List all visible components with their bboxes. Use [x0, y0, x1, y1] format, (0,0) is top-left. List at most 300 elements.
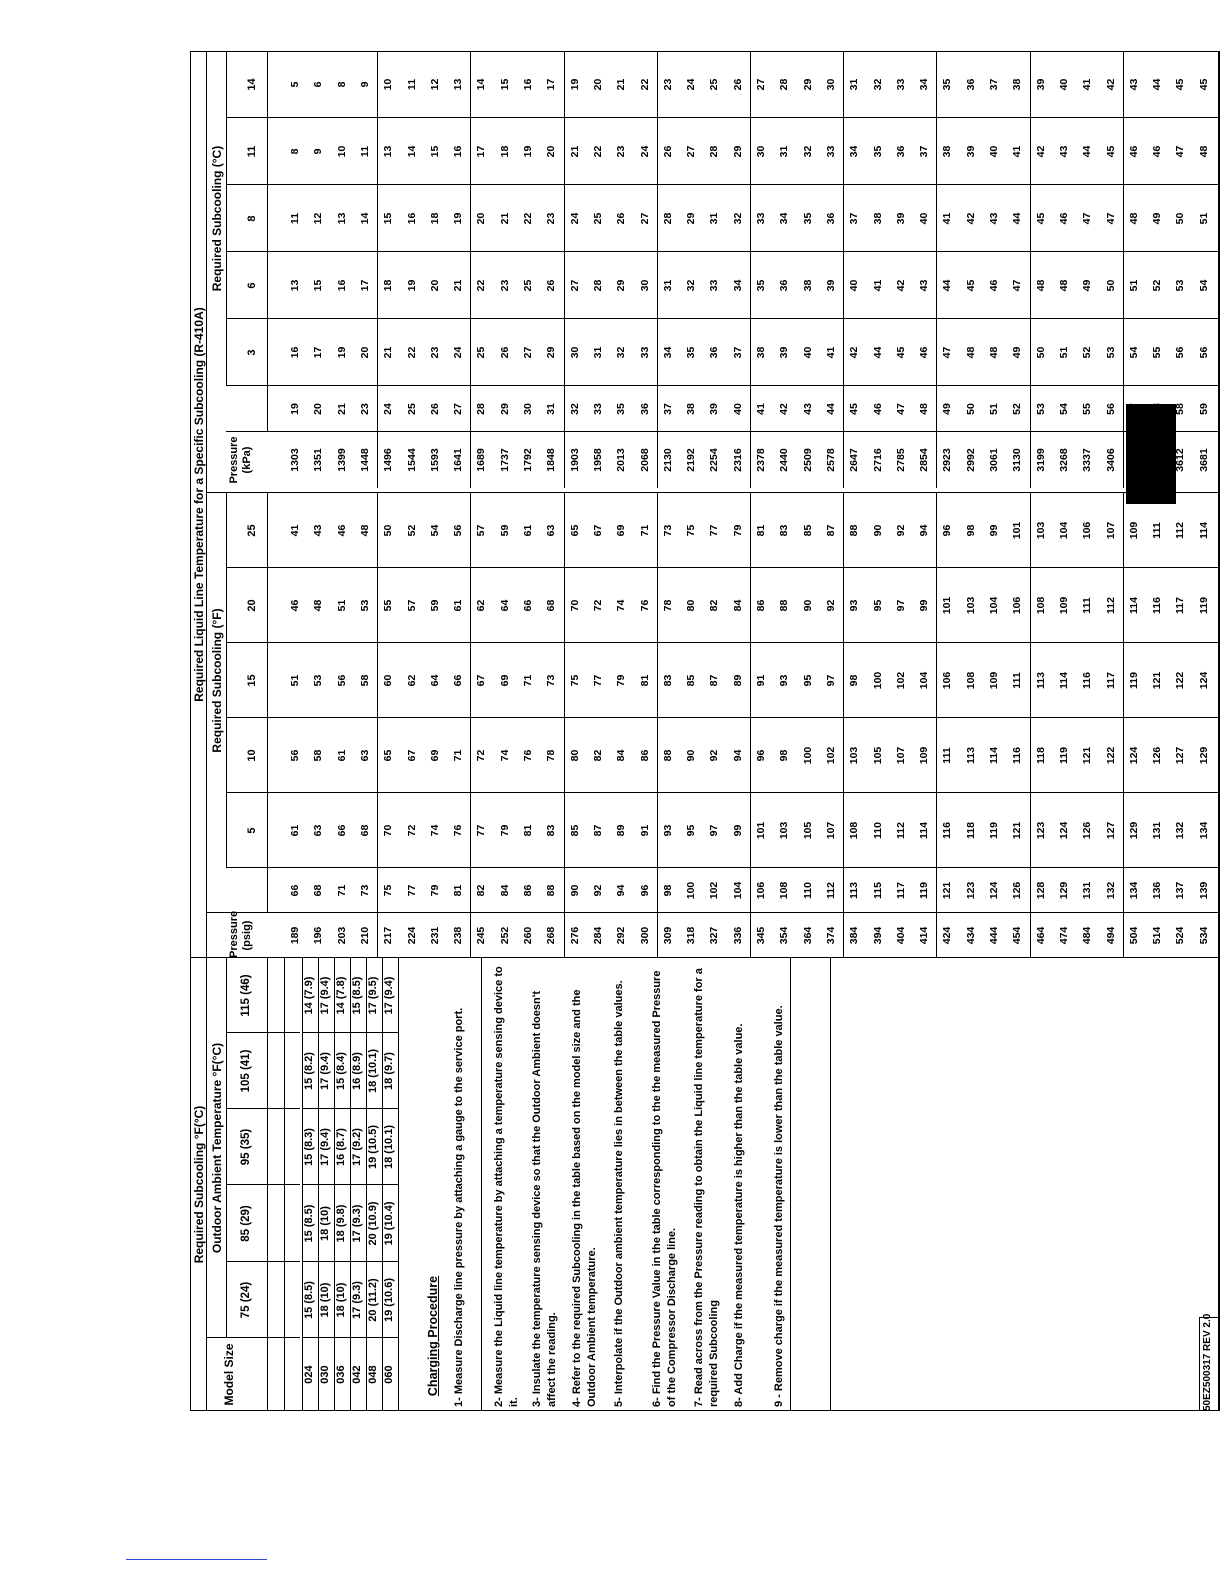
liquid-temp-f-cell: 91 — [638, 824, 651, 837]
liquid-temp-f-cell: 82 — [708, 599, 721, 612]
pressure-cell: 534 — [1197, 926, 1210, 945]
liquid-temp-f-cell: 86 — [522, 884, 534, 897]
liquid-temp-f-cell: 139 — [1197, 881, 1210, 900]
subcooling-cell: 15 (8.3) — [303, 1128, 315, 1166]
liquid-temp-c-cell: 10 — [382, 78, 395, 91]
pressure-cell: 514 — [1151, 926, 1164, 945]
liquid-temp-c-cell: 35 — [685, 346, 698, 359]
liquid-temp-f-cell: 75 — [568, 674, 581, 687]
liquid-temp-c-cell: 44 — [824, 403, 837, 415]
liquid-temp-f-cell: 110 — [801, 882, 814, 899]
liquid-temp-c-cell: 27 — [638, 212, 651, 225]
pressure-cell: 2509 — [801, 448, 814, 472]
liquid-temp-f-cell: 74 — [428, 824, 441, 837]
liquid-temp-f-cell: 82 — [591, 749, 604, 762]
liquid-temp-f-cell: 108 — [778, 881, 791, 900]
pressure-cell: 210 — [358, 926, 371, 945]
liquid-temp-c-cell: 23 — [545, 212, 558, 225]
liquid-temp-f-cell: 67 — [591, 524, 604, 537]
liquid-temp-c-cell: 49 — [941, 403, 954, 415]
liquid-temp-c-cell: 19 — [335, 346, 348, 359]
liquid-temp-c-cell: 29 — [615, 279, 628, 292]
liquid-temp-c-cell: 30 — [638, 279, 651, 292]
liquid-temp-f-cell: 76 — [522, 749, 534, 762]
liquid-temp-c-cell: 19 — [405, 279, 418, 292]
liquid-temp-c-cell: 16 — [405, 212, 418, 225]
liquid-temp-f-cell: 103 — [1034, 521, 1047, 540]
pressure-cell: 3475 — [1127, 448, 1140, 472]
liquid-temp-c-cell: 37 — [988, 78, 1000, 91]
subcooling-cell: 20 (10.9) — [367, 1201, 379, 1246]
liquid-temp-f-cell: 86 — [638, 749, 651, 762]
liquid-temp-c-cell: 21 — [615, 78, 628, 91]
liquid-temp-f-cell: 123 — [1034, 821, 1047, 840]
pressure-cell: 3199 — [1034, 448, 1047, 472]
liquid-temp-f-cell: 90 — [568, 884, 581, 897]
liquid-temp-c-cell: 48 — [964, 346, 977, 359]
pressure-cell: 454 — [1011, 926, 1024, 945]
liquid-temp-f-cell: 97 — [824, 674, 837, 687]
pressure-cell: 1641 — [452, 448, 465, 472]
liquid-temp-c-cell: 38 — [1011, 78, 1024, 91]
liquid-temp-f-cell: 105 — [801, 821, 814, 840]
liquid-temp-f-cell: 124 — [1057, 821, 1070, 840]
liquid-temp-c-cell: 20 — [591, 78, 604, 91]
pressure-cell: 2854 — [918, 448, 931, 472]
rule — [470, 493, 471, 958]
liquid-temp-f-cell: 112 — [824, 882, 837, 899]
liquid-temp-c-cell: 43 — [1057, 145, 1070, 158]
liquid-temp-c-cell: 45 — [964, 279, 977, 292]
liquid-temp-c-cell: 29 — [731, 145, 744, 158]
liquid-temp-c-cell: 56 — [1174, 346, 1187, 359]
pressure-cell: 374 — [824, 926, 837, 945]
liquid-temp-c-cell: 36 — [964, 78, 977, 91]
liquid-temp-c-cell: 34 — [848, 145, 861, 158]
procedure-step: 7- Read across from the Pressure reading to obtain the Liquid line temperature for a required Subcooling — [693, 968, 720, 1407]
rule — [790, 958, 791, 1411]
liquid-temp-c-cell: 29 — [498, 403, 511, 415]
liquid-temp-c-cell: 22 — [591, 145, 604, 158]
liquid-temp-c-cell: 32 — [568, 403, 581, 415]
liquid-temp-f-cell: 97 — [708, 824, 721, 837]
rule — [750, 493, 751, 958]
liquid-temp-c-cell: 31 — [591, 346, 604, 359]
liquid-temp-f-cell: 136 — [1151, 881, 1164, 900]
liquid-temp-f-cell: 104 — [731, 881, 744, 900]
liquid-temp-f-cell: 78 — [661, 599, 674, 612]
pressure-cell: 2923 — [941, 448, 954, 472]
liquid-temp-f-cell: 104 — [918, 671, 931, 690]
pressure-cell: 2192 — [685, 448, 698, 472]
subcooling-cell: 19 (10.4) — [383, 1201, 395, 1246]
subcooling-cell: 18 (10) — [319, 1282, 331, 1318]
liquid-temp-f-cell: 134 — [1127, 881, 1140, 900]
subcooling-cell: 15 (8.5) — [303, 1204, 315, 1243]
liquid-temp-f-cell: 46 — [289, 599, 301, 612]
liquid-temp-c-cell: 46 — [988, 279, 1000, 292]
liquid-temp-f-cell: 66 — [522, 599, 534, 612]
subcooling-header: 14 — [246, 78, 258, 91]
liquid-temp-f-cell: 59 — [498, 524, 511, 537]
psig-label: Pressure (psig) — [228, 910, 253, 958]
liquid-temp-c-cell: 39 — [778, 346, 791, 359]
liquid-temp-f-cell: 69 — [428, 749, 441, 762]
liquid-temp-f-cell: 92 — [824, 599, 837, 612]
liquid-temp-c-cell: 49 — [1151, 212, 1164, 225]
liquid-temp-f-cell: 48 — [358, 524, 371, 537]
liquid-temp-c-cell: 46 — [1151, 145, 1164, 158]
liquid-temp-c-cell: 31 — [545, 403, 558, 415]
rule — [750, 51, 751, 488]
liquid-temp-c-cell: 39 — [964, 145, 977, 158]
liquid-temp-f-cell: 97 — [894, 599, 907, 612]
liquid-temp-c-cell: 54 — [1127, 346, 1140, 359]
liquid-temp-c-cell: 25 — [591, 212, 604, 225]
liquid-temp-f-cell: 83 — [661, 674, 674, 687]
liquid-temp-f-cell: 85 — [568, 824, 581, 837]
liquid-temp-c-cell: 35 — [871, 145, 884, 158]
liquid-temp-c-cell: 54 — [1057, 403, 1070, 415]
liquid-temp-f-cell: 66 — [452, 674, 465, 687]
liquid-temp-c-cell: 33 — [755, 212, 767, 225]
liquid-temp-c-cell: 17 — [475, 145, 488, 158]
liquid-temp-f-cell: 88 — [848, 524, 861, 537]
liquid-temp-f-cell: 113 — [1034, 672, 1047, 689]
liquid-temp-f-cell: 84 — [615, 749, 628, 762]
liquid-temp-f-cell: 73 — [661, 524, 674, 537]
procedure-steps — [190, 958, 1190, 1411]
liquid-temp-f-cell: 77 — [405, 884, 418, 897]
liquid-temp-c-cell: 34 — [918, 78, 931, 91]
liquid-temp-f-cell: 67 — [405, 749, 418, 762]
liquid-temp-c-cell: 38 — [941, 145, 954, 158]
liquid-temp-f-cell: 72 — [475, 749, 488, 762]
subcooling-cell: 20 (11.2) — [367, 1278, 379, 1322]
liquid-temp-f-cell: 114 — [918, 822, 931, 839]
liquid-temp-f-cell: 121 — [941, 881, 954, 900]
liquid-temp-c-cell: 46 — [1127, 145, 1140, 158]
liquid-temp-f-cell: 90 — [801, 599, 814, 612]
liquid-temp-f-cell: 127 — [1104, 821, 1117, 840]
ambient-temp-header: 115 (46) — [240, 974, 252, 1017]
liquid-temp-c-cell: 34 — [778, 212, 791, 225]
liquid-temp-c-cell: 40 — [848, 279, 861, 292]
liquid-temp-f-cell: 63 — [312, 824, 325, 837]
liquid-temp-f-cell: 92 — [591, 884, 604, 897]
liquid-temp-f-cell: 117 — [894, 882, 907, 899]
liquid-temp-c-cell: 9 — [358, 81, 371, 88]
liquid-temp-c-cell: 17 — [358, 279, 371, 292]
liquid-temp-c-cell: 35 — [801, 212, 814, 225]
liquid-temp-c-cell: 41 — [941, 212, 954, 225]
liquid-temp-c-cell: 28 — [778, 78, 791, 91]
liquid-temp-c-cell: 27 — [685, 145, 698, 158]
liquid-temp-c-cell: 41 — [871, 279, 884, 292]
liquid-temp-f-cell: 114 — [988, 747, 1000, 764]
pressure-cell: 444 — [988, 926, 1000, 945]
liquid-temp-c-cell: 13 — [335, 212, 348, 225]
liquid-temp-f-cell: 81 — [755, 524, 767, 537]
pressure-cell: 2068 — [638, 448, 651, 472]
liquid-temp-f-cell: 102 — [708, 881, 721, 900]
liquid-temp-c-cell: 28 — [708, 145, 721, 158]
liquid-temp-c-cell: 19 — [452, 212, 465, 225]
liquid-temp-c-cell: 22 — [475, 279, 488, 292]
liquid-temp-f-cell: 50 — [382, 524, 395, 537]
liquid-temp-c-cell: 59 — [1197, 403, 1210, 415]
pressure-cell: 1848 — [545, 448, 558, 472]
liquid-temp-f-cell: 51 — [289, 674, 301, 687]
liquid-temp-c-cell: 20 — [428, 279, 441, 292]
liquid-temp-f-cell: 58 — [358, 674, 371, 687]
liquid-temp-c-cell: 40 — [801, 346, 814, 359]
liquid-temp-f-cell: 82 — [475, 884, 488, 897]
pressure-cell: 1689 — [475, 448, 488, 472]
subcooling-cell: 15 (8.2) — [303, 1052, 315, 1090]
liquid-temp-c-cell: 27 — [452, 403, 465, 415]
liquid-temp-c-cell: 15 — [428, 145, 441, 158]
liquid-temp-c-cell: 48 — [988, 346, 1000, 359]
pressure-cell: 3681 — [1197, 448, 1210, 472]
pressure-cell: 276 — [568, 926, 581, 945]
liquid-temp-c-cell: 55 — [1151, 346, 1164, 359]
liquid-temp-f-cell: 121 — [1151, 671, 1164, 690]
liquid-temp-c-cell: 50 — [1104, 279, 1117, 292]
liquid-temp-f-cell: 103 — [848, 746, 861, 765]
pressure-cell: 292 — [615, 926, 628, 945]
liquid-temp-c-cell: 35 — [755, 279, 767, 292]
liquid-temp-c-cell: 22 — [405, 346, 418, 359]
liquid-temp-f-cell: 118 — [964, 822, 977, 839]
liquid-temp-c-cell: 49 — [1081, 279, 1094, 292]
liquid-temp-c-cell: 36 — [708, 346, 721, 359]
pressure-cell: 2785 — [894, 448, 907, 472]
liquid-temp-f-cell: 119 — [1127, 672, 1140, 689]
liquid-temp-c-cell: 38 — [685, 403, 698, 415]
liquid-temp-c-cell: 26 — [731, 78, 744, 91]
rule — [267, 493, 268, 913]
pressure-cell: 2254 — [708, 448, 721, 472]
liquid-temp-f-cell: 71 — [452, 749, 465, 762]
procedure-step: 1- Measure Discharge line pressure by attaching a gauge to the service port. — [453, 1007, 465, 1407]
subcooling-cell: 18 (10) — [335, 1282, 347, 1318]
liquid-temp-c-cell: 27 — [755, 78, 767, 91]
liquid-temp-f-cell: 77 — [475, 824, 488, 837]
liquid-temp-f-cell: 79 — [428, 884, 441, 897]
pressure-cell: 2578 — [824, 448, 837, 472]
liquid-temp-c-cell: 44 — [941, 279, 954, 292]
liquid-temp-f-cell: 88 — [778, 599, 791, 612]
liquid-temp-c-cell: 34 — [731, 279, 744, 292]
subcooling-cell: 18 (9.7) — [383, 1052, 395, 1090]
liquid-temp-f-cell: 106 — [941, 671, 954, 690]
pressure-cell: 1903 — [568, 448, 581, 472]
pressure-cell: 268 — [545, 926, 558, 945]
liquid-temp-f-cell: 116 — [1081, 672, 1094, 689]
liquid-temp-c-cell: 42 — [964, 212, 977, 225]
pressure-cell: 196 — [312, 926, 325, 945]
liquid-temp-f-cell: 119 — [988, 822, 1000, 839]
liquid-temp-c-cell: 11 — [405, 78, 418, 91]
model-size-cell: 036 — [335, 1365, 347, 1384]
liquid-temp-c-cell: 48 — [918, 403, 931, 415]
liquid-temp-f-cell: 80 — [685, 599, 698, 612]
subcooling-cell: 17 (9.4) — [319, 1052, 331, 1090]
liquid-temp-c-cell: 33 — [824, 145, 837, 158]
pressure-cell: 2013 — [615, 448, 628, 472]
pressure-cell: 2440 — [778, 448, 791, 472]
pressure-cell: 1496 — [382, 448, 395, 472]
liquid-temp-f-cell: 84 — [731, 599, 744, 612]
liquid-temp-c-cell: 52 — [1011, 403, 1024, 415]
liquid-temp-c-cell: 23 — [615, 145, 628, 158]
liquid-temp-c-cell: 27 — [568, 279, 581, 292]
liquid-temp-f-cell: 107 — [894, 746, 907, 765]
liquid-temp-f-cell: 78 — [545, 749, 558, 762]
pressure-cell: 238 — [452, 926, 465, 945]
main-title: Required Liquid Line Temperature for a Specific Subcooling (R-410A) — [192, 307, 206, 702]
pressure-cell: 284 — [591, 926, 604, 945]
celsius-header: Required Subcooling (°C) — [210, 145, 224, 292]
liquid-temp-f-cell: 102 — [894, 671, 907, 690]
kpa-label: Pressure (kPa) — [228, 436, 253, 484]
liquid-temp-f-cell: 96 — [755, 749, 767, 762]
liquid-temp-f-cell: 111 — [941, 747, 954, 764]
liquid-temp-c-cell: 37 — [731, 346, 744, 359]
liquid-temp-f-cell: 127 — [1174, 746, 1187, 765]
liquid-temp-f-cell: 108 — [1034, 596, 1047, 615]
pressure-cell: 364 — [801, 926, 814, 945]
liquid-temp-c-cell: 53 — [1104, 346, 1117, 359]
rule — [1030, 493, 1031, 958]
liquid-temp-f-cell: 103 — [778, 821, 791, 840]
liquid-temp-f-cell: 101 — [941, 596, 954, 615]
liquid-temp-c-cell: 23 — [661, 78, 674, 91]
liquid-temp-f-cell: 90 — [685, 749, 698, 762]
liquid-temp-c-cell: 38 — [871, 212, 884, 225]
liquid-temp-f-cell: 71 — [638, 524, 651, 537]
liquid-temp-f-cell: 93 — [778, 674, 791, 687]
pressure-cell: 3268 — [1057, 448, 1070, 472]
pressure-cell: 300 — [638, 926, 651, 945]
liquid-temp-c-cell: 52 — [1151, 279, 1164, 292]
rule — [843, 493, 844, 958]
liquid-temp-c-cell: 39 — [1034, 78, 1047, 91]
subcooling-cell: 18 (10.1) — [367, 1048, 379, 1094]
liquid-temp-f-cell: 114 — [1057, 672, 1070, 689]
liquid-temp-f-cell: 84 — [498, 884, 511, 897]
liquid-temp-c-cell: 44 — [1151, 78, 1164, 91]
pressure-cell: 2647 — [848, 448, 861, 472]
pressure-cell: 484 — [1081, 926, 1094, 945]
liquid-temp-c-cell: 45 — [1034, 212, 1047, 225]
procedure-step: 9 - Remove charge if the measured temperature is lower than the table value. — [773, 1005, 785, 1407]
liquid-temp-c-cell: 27 — [522, 346, 534, 359]
liquid-temp-c-cell: 56 — [1104, 403, 1117, 415]
liquid-temp-f-cell: 80 — [568, 749, 581, 762]
liquid-temp-c-cell: 44 — [1081, 145, 1094, 158]
rule — [267, 51, 268, 432]
liquid-temp-f-cell: 95 — [801, 674, 814, 687]
subcooling-cell: 17 (9.4) — [383, 976, 395, 1015]
panel-title: Required Subcooling °F(°C) — [192, 1105, 206, 1264]
liquid-temp-f-cell: 107 — [824, 821, 837, 840]
liquid-temp-f-cell: 65 — [568, 524, 581, 537]
pressure-cell: 404 — [894, 926, 907, 945]
liquid-temp-c-cell: 24 — [638, 145, 651, 158]
model-size-cell: 048 — [367, 1365, 379, 1384]
liquid-temp-c-cell: 48 — [1197, 145, 1210, 158]
liquid-temp-c-cell: 6 — [312, 81, 325, 88]
liquid-temp-f-cell: 121 — [1081, 746, 1094, 765]
rule — [936, 51, 937, 488]
subcooling-cell: 18 (9.8) — [335, 1204, 347, 1243]
liquid-temp-c-cell: 25 — [708, 78, 721, 91]
liquid-temp-f-cell: 59 — [428, 599, 441, 612]
liquid-temp-f-cell: 99 — [731, 824, 744, 837]
pressure-cell: 354 — [778, 926, 791, 945]
pressure-cell: 2130 — [661, 448, 674, 472]
doc-code: 50EZ500317 REV 2.0 — [1202, 1313, 1213, 1411]
liquid-temp-f-cell: 88 — [661, 749, 674, 762]
pressure-cell: 327 — [708, 926, 721, 945]
pressure-cell: 524 — [1174, 926, 1187, 945]
liquid-temp-c-cell: 52 — [1081, 346, 1094, 359]
liquid-temp-f-cell: 119 — [918, 882, 931, 899]
liquid-temp-f-cell: 100 — [685, 881, 698, 900]
subcooling-cell: 15 (8.5) — [351, 976, 363, 1015]
liquid-temp-f-cell: 96 — [638, 884, 651, 897]
liquid-temp-f-cell: 71 — [335, 884, 348, 897]
liquid-temp-c-cell: 25 — [475, 346, 488, 359]
liquid-temp-c-cell: 21 — [452, 279, 465, 292]
liquid-temp-c-cell: 16 — [522, 78, 534, 91]
liquid-temp-c-cell: 42 — [1034, 145, 1047, 158]
liquid-temp-f-cell: 89 — [731, 674, 744, 687]
liquid-temp-c-cell: 16 — [289, 346, 301, 359]
rule — [481, 958, 482, 1411]
subcooling-cell: 18 (10.1) — [383, 1124, 395, 1170]
liquid-temp-f-cell: 90 — [871, 524, 884, 537]
liquid-temp-c-cell: 18 — [428, 212, 441, 225]
liquid-temp-c-cell: 20 — [358, 346, 371, 359]
liquid-temp-c-cell: 26 — [428, 403, 441, 415]
subcooling-cell: 18 (10) — [319, 1206, 331, 1241]
procedure-step: 6- Find the Pressure Value in the table corresponding to the the measured Pressure of the Compressor Discharge line. — [651, 970, 678, 1407]
pressure-cell: 217 — [382, 926, 395, 945]
liquid-temp-f-cell: 86 — [755, 599, 767, 612]
liquid-temp-f-cell: 124 — [1197, 671, 1210, 690]
ambient-temp-header: 75 (24) — [240, 1281, 252, 1319]
rule — [843, 51, 844, 488]
pressure-cell: 474 — [1057, 926, 1070, 945]
liquid-temp-c-cell: 12 — [312, 212, 325, 225]
liquid-temp-c-cell: 26 — [615, 212, 628, 225]
procedure-step: 4- Refer to the required Subcooling in the table based on the model size and the Outdoor Ambient temperature. — [571, 989, 598, 1407]
liquid-temp-f-cell: 68 — [358, 824, 371, 837]
liquid-temp-f-cell: 100 — [871, 671, 884, 690]
liquid-temp-c-cell: 46 — [918, 346, 931, 359]
liquid-temp-c-cell: 32 — [871, 78, 884, 91]
liquid-temp-c-cell: 32 — [615, 346, 628, 359]
liquid-temp-c-cell: 16 — [452, 145, 465, 158]
subcooling-cell: 17 (9.4) — [319, 1128, 331, 1166]
liquid-temp-c-cell: 12 — [428, 78, 441, 91]
liquid-temp-c-cell: 41 — [824, 346, 837, 359]
liquid-temp-c-cell: 21 — [568, 145, 581, 158]
pressure-cell: 309 — [661, 926, 674, 945]
